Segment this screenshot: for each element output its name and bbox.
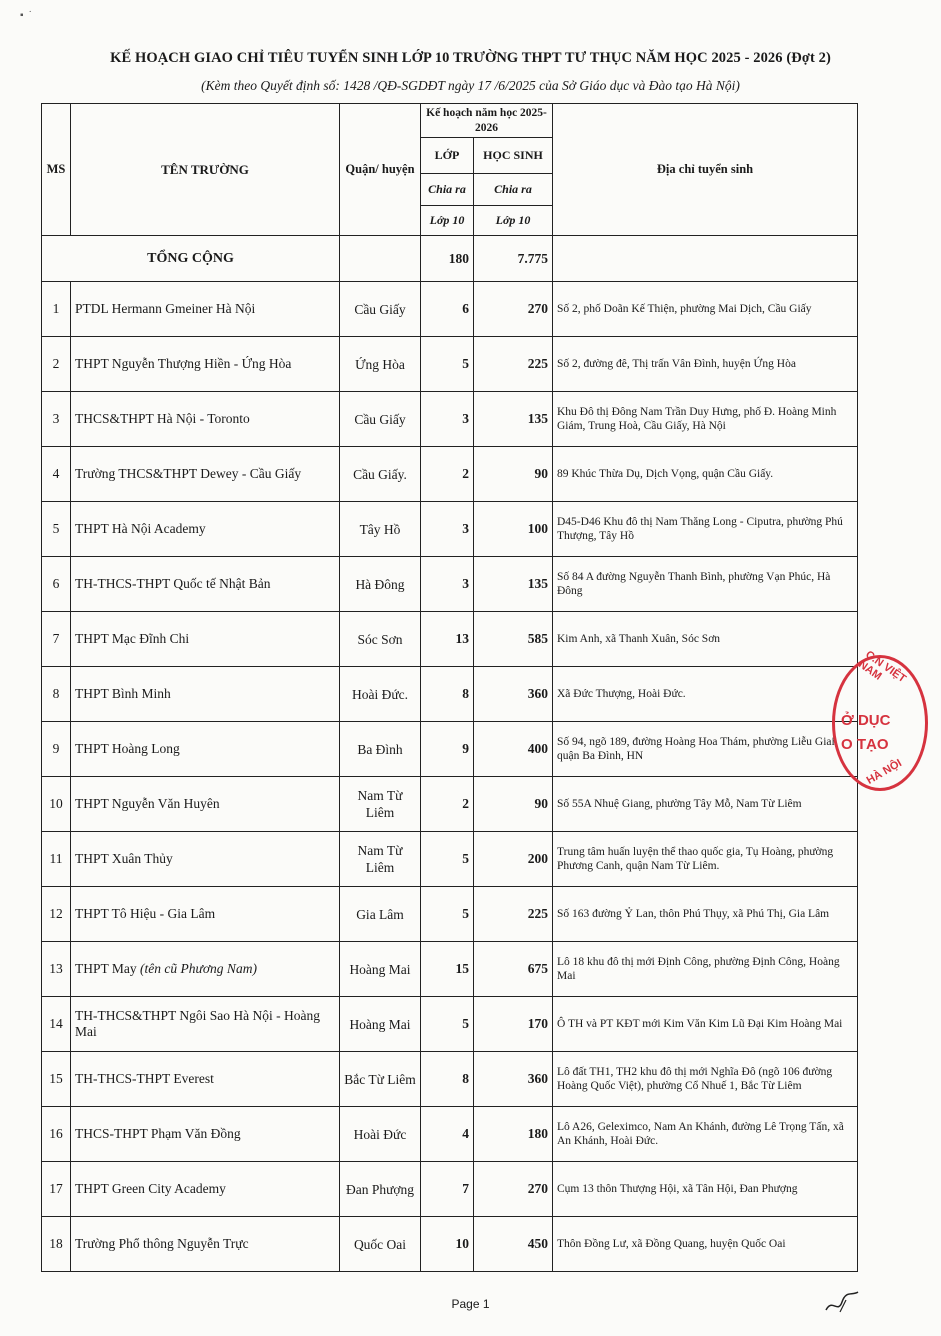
row-school-name xyxy=(71,777,340,832)
header-chia-ra-hs: Chia ra xyxy=(474,174,553,206)
document-title: KẾ HOẠCH GIAO CHỈ TIÊU TUYỂN SINH LỚP 10 TRƯỜNG THPT TƯ THỤC NĂM HỌC 2025 - 2026 (Đợt 2) xyxy=(110,50,831,66)
row-district: Sóc Sơn xyxy=(340,612,421,667)
row-address: Cụm 13 thôn Thượng Hội, xã Tân Hội, Đan Phượng xyxy=(553,1162,858,1217)
table-row xyxy=(42,612,858,667)
row-hoc-sinh: 450 xyxy=(474,1217,553,1272)
header-lop10-hs: Lớp 10 xyxy=(474,206,553,236)
total-empty xyxy=(340,236,421,282)
row-lop: 5 xyxy=(421,887,474,942)
row-school-name xyxy=(71,1162,340,1217)
row-address: Lô A26, Geleximco, Nam An Khánh, đường Lê Trọng Tấn, xã An Khánh, Hoài Đức. xyxy=(553,1107,858,1162)
row-district: Hoài Đức. xyxy=(340,667,421,722)
row-lop: 5 xyxy=(421,832,474,887)
row-ms: 7 xyxy=(42,612,71,667)
row-address: Số 2, đường đê, Thị trấn Vân Đình, huyện Ứng Hòa xyxy=(553,337,858,392)
row-school-name xyxy=(71,722,340,777)
row-district: Hoàng Mai xyxy=(340,942,421,997)
row-lop: 3 xyxy=(421,557,474,612)
row-hoc-sinh: 180 xyxy=(474,1107,553,1162)
row-lop: 2 xyxy=(421,777,474,832)
row-school-name xyxy=(71,667,340,722)
school-name-text: THPT Nguyễn Văn Huyên xyxy=(75,796,220,811)
row-lop: 10 xyxy=(421,1217,474,1272)
row-ms: 10 xyxy=(42,777,71,832)
table-row xyxy=(42,447,858,502)
table-row xyxy=(42,392,858,447)
row-ms: 3 xyxy=(42,392,71,447)
table-row xyxy=(42,1217,858,1272)
row-address: Lô 18 khu đô thị mới Định Công, phường Định Công, Hoàng Mai xyxy=(553,942,858,997)
row-ms: 17 xyxy=(42,1162,71,1217)
row-district: Cầu Giấy xyxy=(340,282,421,337)
row-lop: 3 xyxy=(421,502,474,557)
row-district: Gia Lâm xyxy=(340,887,421,942)
table-row xyxy=(42,1107,858,1162)
row-address: Khu Đô thị Đông Nam Trần Duy Hưng, phố Đ. Hoàng Minh Giám, Trung Hoà, Cầu Giấy, Hà Nội xyxy=(553,392,858,447)
row-address: 89 Khúc Thừa Dụ, Dịch Vọng, quận Cầu Giấy. xyxy=(553,447,858,502)
row-ms: 1 xyxy=(42,282,71,337)
header-ten-truong: TÊN TRƯỜNG xyxy=(71,104,340,236)
row-lop: 15 xyxy=(421,942,474,997)
school-name-text: TH-THCS-THPT Quốc tế Nhật Bản xyxy=(75,576,271,591)
school-name-text: TH-THCS-THPT Everest xyxy=(75,1071,214,1086)
admission-table xyxy=(41,103,858,1272)
row-school-name xyxy=(71,612,340,667)
school-name-text: THPT Green City Academy xyxy=(75,1181,226,1196)
table-row xyxy=(42,337,858,392)
row-school-name xyxy=(71,392,340,447)
row-school-name xyxy=(71,1217,340,1272)
row-school-name xyxy=(71,832,340,887)
school-name-text: THPT Tô Hiệu - Gia Lâm xyxy=(75,906,216,921)
row-district: Đan Phượng xyxy=(340,1162,421,1217)
school-name-text: THPT Bình Minh xyxy=(75,686,171,701)
row-lop: 8 xyxy=(421,1052,474,1107)
row-district: Cầu Giấy xyxy=(340,392,421,447)
row-lop: 5 xyxy=(421,997,474,1052)
row-address: Thôn Đồng Lư, xã Đồng Quang, huyện Quốc Oai xyxy=(553,1217,858,1272)
table-row xyxy=(42,777,858,832)
row-hoc-sinh: 225 xyxy=(474,887,553,942)
school-name-text: THCS-THPT Phạm Văn Đồng xyxy=(75,1126,241,1141)
row-address: D45-D46 Khu đô thị Nam Thăng Long - Ciputra, phường Phú Thượng, Tây Hồ xyxy=(553,502,858,557)
row-lop: 8 xyxy=(421,667,474,722)
header-ke-hoach: Kế hoạch năm học 2025-2026 xyxy=(421,104,553,138)
row-district: Hoàng Mai xyxy=(340,997,421,1052)
row-school-name xyxy=(71,502,340,557)
header-quan-huyen: Quận/ huyện xyxy=(340,104,421,236)
school-name-text: Trường THCS&THPT Dewey - Cầu Giấy xyxy=(75,466,302,481)
row-lop: 13 xyxy=(421,612,474,667)
row-ms: 13 xyxy=(42,942,71,997)
row-address: Số 84 A đường Nguyễn Thanh Bình, phường Vạn Phúc, Hà Đông xyxy=(553,557,858,612)
row-address: Ô TH và PT KĐT mới Kim Văn Kim Lũ Đại Kim Hoàng Mai xyxy=(553,997,858,1052)
row-ms: 16 xyxy=(42,1107,71,1162)
row-district: Cầu Giấy. xyxy=(340,447,421,502)
row-hoc-sinh: 170 xyxy=(474,997,553,1052)
header-lop: LỚP xyxy=(421,138,474,174)
row-ms: 14 xyxy=(42,997,71,1052)
school-name-note: (tên cũ Phương Nam) xyxy=(140,961,257,976)
row-lop: 4 xyxy=(421,1107,474,1162)
document-subtitle: (Kèm theo Quyết định số: 1428 /QĐ-SGDĐT ngày 17 /6/2025 của Sở Giáo dục và Đào tạo Hà Nội) xyxy=(201,78,740,93)
total-hoc-sinh: 7.775 xyxy=(474,236,553,282)
total-addr-empty xyxy=(553,236,858,282)
table-row xyxy=(42,722,858,777)
school-name-text: THPT Nguyễn Thượng Hiền - Ứng Hòa xyxy=(75,356,292,371)
row-address: Kim Anh, xã Thanh Xuân, Sóc Sơn xyxy=(553,612,858,667)
table-row xyxy=(42,997,858,1052)
row-school-name xyxy=(71,1052,340,1107)
school-name-text: TH-THCS&THPT Ngôi Sao Hà Nội - Hoàng Mai xyxy=(75,1008,320,1039)
table-row xyxy=(42,557,858,612)
total-row xyxy=(42,236,858,282)
row-hoc-sinh: 90 xyxy=(474,777,553,832)
row-district: Hoài Đức xyxy=(340,1107,421,1162)
row-hoc-sinh: 200 xyxy=(474,832,553,887)
header-dia-chi: Địa chỉ tuyển sinh xyxy=(553,104,858,236)
row-ms: 15 xyxy=(42,1052,71,1107)
row-school-name xyxy=(71,337,340,392)
row-hoc-sinh: 225 xyxy=(474,337,553,392)
row-district: Nam Từ Liêm xyxy=(340,777,421,832)
row-address: Trung tâm huấn luyện thể thao quốc gia, Tụ Hoàng, phường Phương Canh, quận Nam Từ Liêm. xyxy=(553,832,858,887)
school-name-text: THCS&THPT Hà Nội - Toronto xyxy=(75,411,250,426)
school-name-text: THPT Mạc Đĩnh Chi xyxy=(75,631,190,646)
page-number: Page 1 xyxy=(451,1297,490,1311)
row-ms: 6 xyxy=(42,557,71,612)
row-hoc-sinh: 90 xyxy=(474,447,553,502)
row-hoc-sinh: 135 xyxy=(474,392,553,447)
row-district: Nam Từ Liêm xyxy=(340,832,421,887)
row-school-name xyxy=(71,1107,340,1162)
row-hoc-sinh: 400 xyxy=(474,722,553,777)
row-school-name xyxy=(71,557,340,612)
row-district: Quốc Oai xyxy=(340,1217,421,1272)
row-ms: 9 xyxy=(42,722,71,777)
header-lop10-lop: Lớp 10 xyxy=(421,206,474,236)
row-school-name xyxy=(71,282,340,337)
row-ms: 18 xyxy=(42,1217,71,1272)
row-hoc-sinh: 360 xyxy=(474,1052,553,1107)
row-school-name xyxy=(71,447,340,502)
row-hoc-sinh: 585 xyxy=(474,612,553,667)
school-name-text: THPT Hoàng Long xyxy=(75,741,180,756)
row-hoc-sinh: 675 xyxy=(474,942,553,997)
row-district: Ba Đình xyxy=(340,722,421,777)
header-ms: MS xyxy=(42,104,71,236)
row-district: Bắc Từ Liêm xyxy=(340,1052,421,1107)
row-ms: 5 xyxy=(42,502,71,557)
row-lop: 7 xyxy=(421,1162,474,1217)
row-hoc-sinh: 360 xyxy=(474,667,553,722)
row-hoc-sinh: 270 xyxy=(474,1162,553,1217)
row-lop: 6 xyxy=(421,282,474,337)
row-lop: 9 xyxy=(421,722,474,777)
row-address: Số 2, phố Doãn Kế Thiện, phường Mai Dịch, Cầu Giấy xyxy=(553,282,858,337)
row-ms: 12 xyxy=(42,887,71,942)
row-ms: 8 xyxy=(42,667,71,722)
header-hoc-sinh: HỌC SINH xyxy=(474,138,553,174)
table-row xyxy=(42,1052,858,1107)
official-red-stamp: C.N VIỆT NAM Ở DỤC O TẠO HÀ NỘI xyxy=(832,655,928,791)
row-ms: 4 xyxy=(42,447,71,502)
row-district: Hà Đông xyxy=(340,557,421,612)
scan-specks: ▪ ˙ xyxy=(20,10,142,21)
row-hoc-sinh: 270 xyxy=(474,282,553,337)
total-label: TỔNG CỘNG xyxy=(42,236,340,282)
table-row xyxy=(42,942,858,997)
row-address: Số 94, ngõ 189, đường Hoàng Hoa Thám, phường Liễu Giai, quận Ba Đình, HN xyxy=(553,722,858,777)
table-row xyxy=(42,887,858,942)
table-row xyxy=(42,282,858,337)
table-row xyxy=(42,832,858,887)
table-row xyxy=(42,1162,858,1217)
row-address: Xã Đức Thượng, Hoài Đức. xyxy=(553,667,858,722)
row-lop: 3 xyxy=(421,392,474,447)
table-row xyxy=(42,667,858,722)
total-lop: 180 xyxy=(421,236,474,282)
row-ms: 2 xyxy=(42,337,71,392)
school-name-text: THPT May xyxy=(75,961,137,976)
table-row xyxy=(42,502,858,557)
row-address: Lô đất TH1, TH2 khu đô thị mới Nghĩa Đô (ngõ 106 đường Hoàng Quốc Việt), phường Cổ Nhuế 1, Bắc Từ Liêm xyxy=(553,1052,858,1107)
row-school-name xyxy=(71,942,340,997)
school-name-text: THPT Xuân Thủy xyxy=(75,851,173,866)
row-school-name xyxy=(71,887,340,942)
school-name-text: Trường Phổ thông Nguyễn Trực xyxy=(75,1236,249,1251)
row-lop: 2 xyxy=(421,447,474,502)
school-name-text: PTDL Hermann Gmeiner Hà Nội xyxy=(75,301,256,316)
row-district: Ứng Hòa xyxy=(340,337,421,392)
row-ms: 11 xyxy=(42,832,71,887)
row-district: Tây Hồ xyxy=(340,502,421,557)
row-address: Số 163 đường Ỷ Lan, thôn Phú Thụy, xã Phú Thị, Gia Lâm xyxy=(553,887,858,942)
header-chia-ra-lop: Chia ra xyxy=(421,174,474,206)
row-hoc-sinh: 100 xyxy=(474,502,553,557)
row-address: Số 55A Nhuệ Giang, phường Tây Mỗ, Nam Từ Liêm xyxy=(553,777,858,832)
row-school-name xyxy=(71,997,340,1052)
school-name-text: THPT Hà Nội Academy xyxy=(75,521,206,536)
row-lop: 5 xyxy=(421,337,474,392)
row-hoc-sinh: 135 xyxy=(474,557,553,612)
